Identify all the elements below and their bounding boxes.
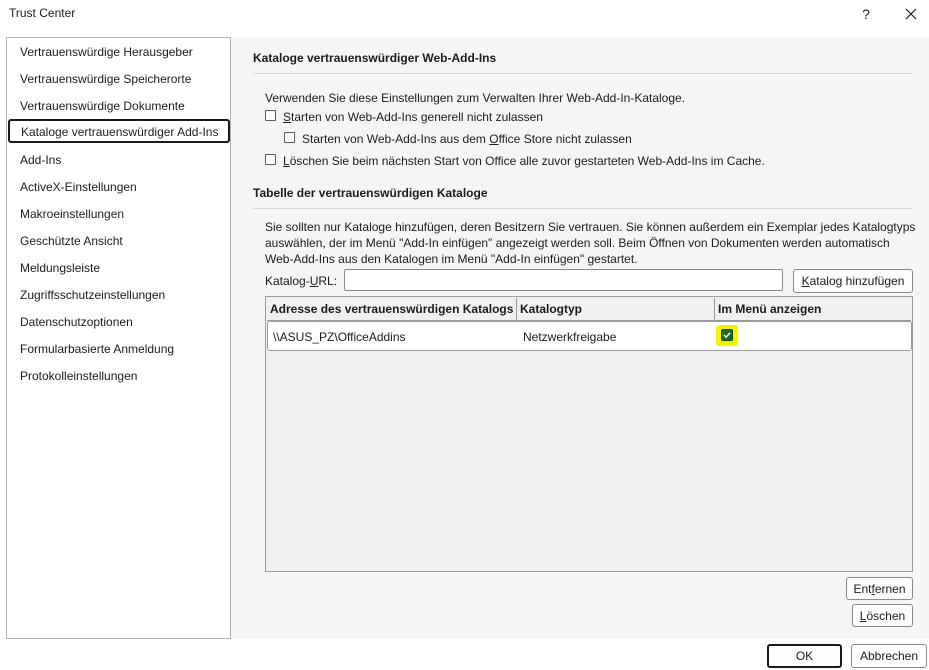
catalog-table [265,296,913,572]
remove-button[interactable]: Ent f ernen [846,577,913,600]
divider [253,208,913,209]
web-addins-description: Verwenden Sie diese Einstellungen zum Verwalten Ihrer Web-Add-In-Kataloge. [265,91,686,105]
window-title: Trust Center [9,6,76,20]
section-title-trusted-catalogs: Tabelle der vertrauenswürdigen Kataloge [253,186,488,200]
cancel-button[interactable]: Abbrechen [851,644,927,668]
catalog-type-cell: Netzwerkfreigabe [523,330,617,344]
column-header-address[interactable]: Adresse des vertrauenswürdigen Katalogs [267,298,517,320]
catalogs-description-line: Sie sollten nur Kataloge hinzufügen, deren Besitzern Sie vertrauen. Sie können außerdem ein Exemplar jedes Katalogtyps [265,220,916,234]
table-row[interactable] [267,321,912,351]
close-icon [905,8,917,20]
add-catalog-button[interactable]: K atalog hinzufügen [793,269,913,293]
sidebar-item-trusted-publishers[interactable]: Vertrauenswürdige Herausgeber [20,45,193,59]
column-header-type[interactable]: Katalogtyp [517,298,715,320]
clear-cache-checkbox[interactable] [265,154,276,165]
close-button[interactable] [889,0,929,28]
clear-button[interactable]: L öschen [852,604,913,627]
sidebar-item-addins[interactable]: Add-Ins [20,153,62,167]
catalogs-description-line: auswählen, der im Menü "Add-In einfügen" angezeigt werden soll. Beim Öffnen von Dokumenten werden automatisch [265,236,890,250]
highlight-marker [716,325,738,346]
sidebar-item-activex[interactable]: ActiveX-Einstellungen [20,180,137,194]
divider [253,73,913,74]
sidebar-item-macro-settings[interactable]: Makroeinstellungen [20,207,125,221]
column-header-show-in-menu[interactable]: Im Menü anzeigen [718,302,822,316]
sidebar-item-logging-settings[interactable]: Protokolleinstellungen [20,369,138,383]
sidebar-item-form-based-signin[interactable]: Formularbasierte Anmeldung [20,342,175,356]
sidebar-item-trusted-addin-catalogs[interactable] [8,119,230,143]
catalogs-description-line: Web-Add-Ins aus den Katalogen im Menü "Add-In einfügen" gestartet. [265,252,638,266]
checkmark-icon [723,331,731,339]
sidebar-item-message-bar[interactable]: Meldungsleiste [20,261,101,275]
disallow-store-addins-checkbox[interactable] [284,132,295,143]
sidebar-item-privacy-options[interactable]: Datenschutzoptionen [20,315,133,329]
catalog-url-label: Katalog-URL: [265,274,338,288]
sidebar-item-trusted-documents[interactable]: Vertrauenswürdige Dokumente [20,99,185,113]
show-in-menu-checkbox[interactable] [721,329,733,341]
catalog-address-cell: \\ASUS_PZ\OfficeAddins [273,330,406,344]
disallow-web-addins-label[interactable]: Starten von Web-Add-Ins generell nicht zulassen [283,110,543,124]
sidebar-item-trusted-locations[interactable]: Vertrauenswürdige Speicherorte [20,72,192,86]
sidebar-item-protected-view[interactable]: Geschützte Ansicht [20,234,123,248]
sidebar-item-access-protection[interactable]: Zugriffsschutzeinstellungen [20,288,166,302]
disallow-store-addins-label[interactable]: Starten von Web-Add-Ins aus dem Office Store nicht zulassen [302,132,632,146]
sidebar [6,37,231,639]
clear-cache-label[interactable]: Löschen Sie beim nächsten Start von Office alle zuvor gestarteten Web-Add-Ins im Cache. [283,154,765,168]
help-button[interactable]: ? [862,6,870,22]
table-header [267,298,911,321]
section-title-web-addin-catalogs: Kataloge vertrauenswürdiger Web-Add-Ins [253,51,497,65]
catalog-url-input[interactable] [344,269,783,291]
disallow-web-addins-checkbox[interactable] [265,110,276,121]
ok-button[interactable]: OK [767,644,842,668]
sidebar-item-label: Kataloge vertrauenswürdiger Add-Ins [21,125,219,139]
